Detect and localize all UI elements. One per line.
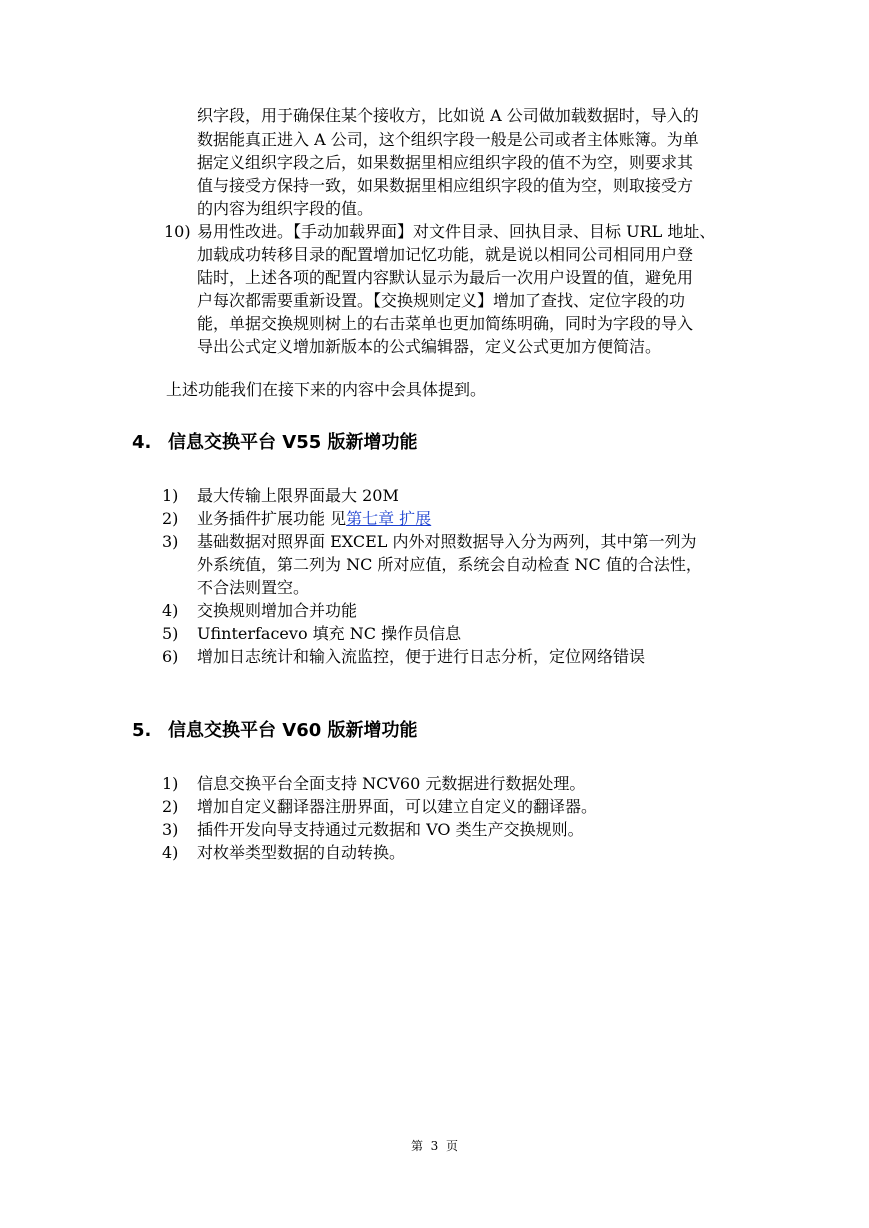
item-10-line: 加载成功转移目录的配置增加记忆功能，就是说以相同公司相同用户登 — [197, 245, 694, 264]
list-item — [162, 600, 357, 622]
section-4-number: 4. — [132, 432, 152, 453]
item-10-line: 导出公式定义增加新版本的公式编辑器，定义公式更加方便简洁。 — [197, 337, 662, 356]
list-item-text: 增加自定义翻译器注册界面，可以建立自定义的翻译器。 — [197, 797, 598, 816]
list-item — [162, 646, 645, 668]
footer-prefix: 第 — [411, 1139, 424, 1153]
list-item-number: 4) — [162, 843, 179, 862]
footer-suffix: 页 — [445, 1139, 458, 1153]
list-item-text: 增加日志统计和输入流监控，便于进行日志分析，定位网络错误 — [197, 647, 646, 666]
chapter-seven-link[interactable]: 第七章 扩展 — [346, 509, 432, 528]
continued-item-line: 织字段，用于确保住某个接收方，比如说 A 公司做加载数据时，导入的 — [197, 106, 699, 125]
list-item — [162, 485, 399, 507]
list-item-text: 信息交换平台全面支持 NCV60 元数据进行数据处理。 — [197, 774, 586, 793]
list-item-continuation: 外系统值，第二列为 NC 所对应值，系统会自动检查 NC 值的合法性， — [197, 555, 702, 574]
list-item — [162, 623, 461, 645]
list-item-number: 3) — [162, 820, 179, 839]
list-item-text: 对枚举类型数据的自动转换。 — [197, 843, 406, 862]
list-item-number: 2) — [162, 797, 179, 816]
item-10-line: 能，单据交换规则树上的右击菜单也更加简练明确，同时为字段的导入 — [197, 314, 694, 333]
section-5-number: 5. — [132, 720, 152, 741]
list-item-number: 6) — [162, 647, 179, 666]
summary-text: 上述功能我们在接下来的内容中会具体提到。 — [166, 380, 487, 399]
continued-item-line: 值与接受方保持一致，如果数据里相应组织字段的值为空，则取接受方 — [197, 176, 694, 195]
list-item — [162, 796, 597, 818]
list-item-text: Ufinterfacevo 填充 NC 操作员信息 — [197, 624, 462, 643]
continued-item-line: 据定义组织字段之后，如果数据里相应组织字段的值不为空，则要求其 — [197, 153, 694, 172]
section-5-title: 信息交换平台 V60 版新增功能 — [168, 720, 418, 741]
section-5-heading — [132, 719, 418, 743]
list-item-text: 业务插件扩展功能 见 — [197, 509, 347, 528]
item-10-line: 户每次都需要重新设置。【交换规则定义】增加了查找、定位字段的功 — [197, 291, 686, 310]
continued-item-line: 的内容为组织字段的值。 — [197, 199, 374, 218]
list-item-number: 1) — [162, 774, 179, 793]
section-4-title: 信息交换平台 V55 版新增功能 — [168, 432, 418, 453]
continued-item-line: 数据能真正进入 A 公司，这个组织字段一般是公司或者主体账簿。为单 — [197, 130, 699, 149]
page-number: 3 — [430, 1139, 439, 1153]
list-item-text: 基础数据对照界面 EXCEL 内外对照数据导入分为两列，其中第一列为 — [197, 532, 697, 551]
list-item — [162, 819, 584, 841]
item-10-number: 10) — [164, 222, 191, 241]
list-item-text: 交换规则增加合并功能 — [197, 601, 358, 620]
item-10-line: 易用性改进。【手动加载界面】对文件目录、回执目录、目标 URL 地址、 — [197, 222, 716, 241]
list-item-continuation: 不合法则置空。 — [197, 578, 310, 597]
list-item — [162, 508, 431, 530]
list-item-number: 3) — [162, 532, 179, 551]
list-item-number: 2) — [162, 509, 179, 528]
list-item — [162, 531, 697, 553]
list-item-number: 1) — [162, 486, 179, 505]
list-item-text: 插件开发向导支持通过元数据和 VO 类生产交换规则。 — [197, 820, 584, 839]
list-item-text: 最大传输上限界面最大 20M — [197, 486, 399, 505]
list-item — [162, 842, 405, 864]
list-item — [162, 773, 585, 795]
page-footer — [0, 1138, 869, 1154]
item-10-line: 陆时，上述各项的配置内容默认显示为最后一次用户设置的值，避免用 — [197, 268, 694, 287]
list-item-number: 5) — [162, 624, 179, 643]
section-4-heading — [132, 431, 418, 455]
list-item-number: 4) — [162, 601, 179, 620]
